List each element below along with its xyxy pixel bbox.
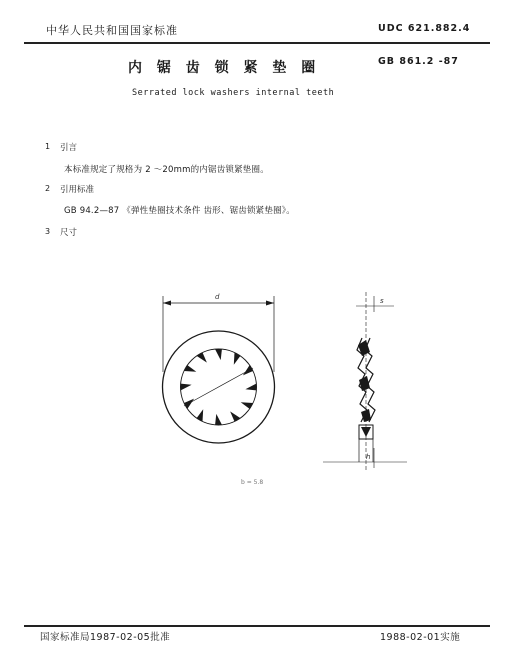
section-3-number: 3 — [45, 227, 51, 236]
gb-number: GB 861.2 -87 — [378, 56, 459, 67]
section-1-number: 1 — [45, 142, 51, 151]
washer-tooth — [243, 365, 253, 375]
document-title: 内 锯 齿 锁 紧 垫 圈 — [128, 60, 321, 76]
washer-tooth — [197, 353, 207, 363]
figure-caption: b = 5.8 — [241, 479, 264, 486]
washer-tooth — [215, 349, 222, 360]
dim-d-arrow-right — [266, 301, 274, 306]
washer-front-view — [163, 296, 275, 443]
section-1-title: 引言 — [60, 143, 78, 153]
washer-tooth — [215, 414, 222, 425]
section-1-body: 本标准规定了规格为 2 ～20mm的内锯齿锁紧垫圈。 — [64, 165, 269, 175]
dim-h-label: h — [366, 453, 371, 461]
washer-tooth — [241, 402, 253, 409]
washer-side-view — [323, 292, 407, 472]
washer-tooth — [184, 399, 194, 409]
washer-tooth — [230, 411, 240, 421]
dim-s-label: s — [380, 297, 384, 305]
udc-code: UDC 621.882.4 — [378, 23, 471, 34]
section-2-number: 2 — [45, 184, 51, 193]
footer-rule — [24, 625, 490, 627]
dim-d-label: d — [215, 293, 220, 301]
washer-tooth — [234, 353, 241, 365]
implementation-note: 1988-02-01实施 — [380, 632, 461, 643]
dim-d-arrow-left — [163, 301, 171, 306]
section-2-body: GB 94.2—87 《弹性垫圈技术条件 齿形、锯齿锁紧垫圈》。 — [64, 206, 295, 216]
standard-body-title: 中华人民共和国国家标准 — [46, 24, 178, 37]
washer-tooth — [245, 384, 256, 391]
side-tooth-2 — [359, 376, 370, 391]
section-3-title: 尺寸 — [60, 228, 78, 238]
approval-note: 国家标准局1987-02-05批准 — [40, 632, 171, 643]
diameter-line — [184, 368, 253, 406]
section-2-title: 引用标准 — [60, 185, 95, 195]
washer-tooth — [181, 384, 192, 391]
side-base-mark — [361, 427, 371, 437]
washer-tooth — [197, 409, 204, 421]
washer-tooth — [184, 365, 196, 372]
document-subtitle: Serrated lock washers internal teeth — [132, 88, 335, 98]
